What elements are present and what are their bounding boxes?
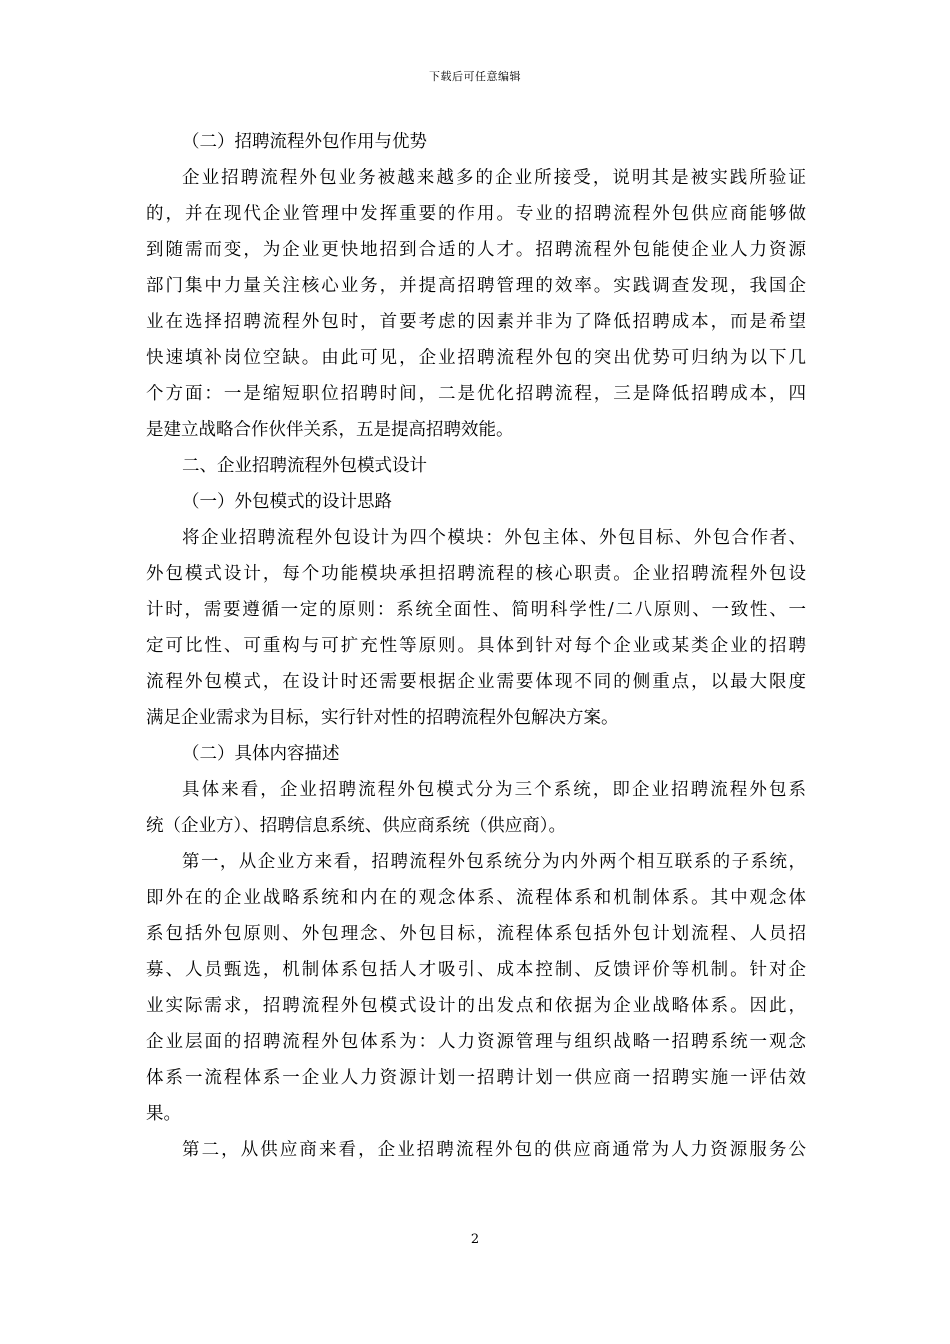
paragraph-line: 业实际需求，招聘流程外包模式设计的出发点和依据为企业战略体系。因此， bbox=[146, 996, 806, 1016]
page-header: 下载后可任意编辑 bbox=[429, 70, 521, 83]
paragraph-line: 定可比性、可重构与可扩充性等原则。具体到针对每个企业或某类企业的招聘 bbox=[146, 636, 806, 656]
paragraph-line: 统（企业方）、招聘信息系统、供应商系统（供应商）。 bbox=[146, 816, 566, 836]
paragraph-line: 募、人员甄选，机制体系包括人才吸引、成本控制、反馈评价等机制。针对企 bbox=[146, 960, 806, 980]
paragraph-line: 第一，从企业方来看，招聘流程外包系统分为内外两个相互联系的子系统， bbox=[182, 852, 806, 872]
paragraph-line: 个方面：一是缩短职位招聘时间，二是优化招聘流程，三是降低招聘成本，四 bbox=[146, 384, 806, 404]
page-number: 2 bbox=[470, 1232, 480, 1247]
paragraph-line: 外包模式设计，每个功能模块承担招聘流程的核心职责。企业招聘流程外包设 bbox=[146, 564, 806, 584]
paragraph-line: 业在选择招聘流程外包时，首要考虑的因素并非为了降低招聘成本，而是希望 bbox=[146, 312, 806, 332]
paragraph-line: 第二，从供应商来看，企业招聘流程外包的供应商通常为人力资源服务公 bbox=[182, 1140, 806, 1160]
paragraph-line: 系包括外包原则、外包理念、外包目标，流程体系包括外包计划流程、人员招 bbox=[146, 924, 806, 944]
paragraph-line: 企业层面的招聘流程外包体系为：人力资源管理与组织战略一招聘系统一观念 bbox=[146, 1032, 806, 1052]
paragraph-line: 满足企业需求为目标，实行针对性的招聘流程外包解决方案。 bbox=[146, 708, 619, 728]
paragraph-line: 即外在的企业战略系统和内在的观念体系、流程体系和机制体系。其中观念体 bbox=[146, 888, 806, 908]
paragraph-line: 将企业招聘流程外包设计为四个模块：外包主体、外包目标、外包合作者、 bbox=[182, 528, 806, 548]
paragraph-line: 具体来看，企业招聘流程外包模式分为三个系统，即企业招聘流程外包系 bbox=[182, 780, 806, 800]
chapter-heading: 二、企业招聘流程外包模式设计 bbox=[182, 456, 427, 476]
paragraph-line: 的，并在现代企业管理中发挥重要的作用。专业的招聘流程外包供应商能够做 bbox=[146, 204, 806, 224]
paragraph-line: 部门集中力量关注核心业务，并提高招聘管理的效率。实践调查发现，我国企 bbox=[146, 276, 806, 296]
section-heading: （一）外包模式的设计思路 bbox=[182, 492, 392, 512]
section-heading: （二）具体内容描述 bbox=[182, 744, 340, 764]
paragraph-line: 快速填补岗位空缺。由此可见，企业招聘流程外包的突出优势可归纳为以下几 bbox=[146, 348, 806, 368]
paragraph-line: 计时，需要遵循一定的原则：系统全面性、简明科学性/二八原则、一致性、一 bbox=[146, 600, 806, 620]
paragraph-line: 流程外包模式，在设计时还需要根据企业需要体现不同的侧重点，以最大限度 bbox=[146, 672, 806, 692]
paragraph-line: 果。 bbox=[146, 1104, 181, 1124]
paragraph-line: 是建立战略合作伙伴关系，五是提高招聘效能。 bbox=[146, 420, 514, 440]
paragraph-line: 到随需而变，为企业更快地招到合适的人才。招聘流程外包能使企业人力资源 bbox=[146, 240, 806, 260]
paragraph-line: 企业招聘流程外包业务被越来越多的企业所接受，说明其是被实践所验证 bbox=[182, 168, 806, 188]
section-heading: （二）招聘流程外包作用与优势 bbox=[182, 132, 427, 152]
paragraph-line: 体系一流程体系一企业人力资源计划一招聘计划一供应商一招聘实施一评估效 bbox=[146, 1068, 806, 1088]
